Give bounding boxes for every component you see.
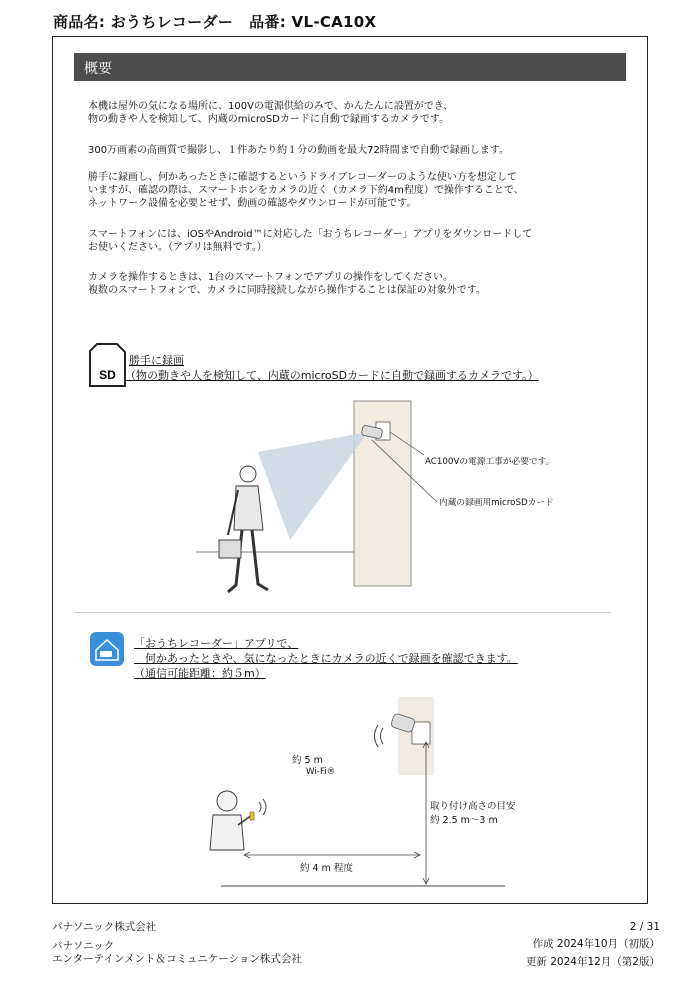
- section-title: 概要: [84, 61, 112, 77]
- sd-card-icon: [90, 344, 125, 386]
- paragraph-line: ネットワーク設備を必要とせず、動画の確認やダウンロードが可能です。: [88, 198, 417, 209]
- wifi-signal-icon: [375, 725, 384, 747]
- updated-date: 更新 2024年12月（第2版）: [525, 956, 660, 968]
- footer-company2-line1: パナソニック: [52, 940, 115, 952]
- footer-company2-line2: エンターテインメント＆コミュニケーション株式会社: [52, 953, 302, 965]
- feature1-subtitle: （物の動きや人を検知して、内蔵のmicroSDカードに自動で録画するカメラです。）: [125, 369, 539, 382]
- height-label: 取り付け高さの目安: [430, 801, 516, 812]
- camera-beam: [258, 432, 368, 540]
- footer-company1: パナソニック株式会社: [52, 921, 157, 933]
- paragraph-line: カメラを操作するときは、1台のスマートフォンでアプリの操作をしてください。: [88, 272, 453, 283]
- feature1-title: 勝手に録画: [129, 354, 184, 367]
- paragraph-line: お使いください。（アプリは無料です。）: [88, 242, 267, 253]
- height-value: 約 2.5 m～3 m: [430, 815, 498, 826]
- divider: [74, 612, 611, 613]
- sd-icon-text: SD: [99, 368, 116, 382]
- horizontal-distance: 約 4 m 程度: [300, 863, 353, 874]
- feature2-title-line: 何かあったときや、気になったときにカメラの近くで録画を確認できます。: [134, 652, 518, 665]
- paragraph-line: スマートフォンには、iOSやAndroid™に対応した「おうちレコーダー」アプリをダウンロードして: [88, 229, 533, 240]
- feature2-title-line: 「おうちレコーダー」アプリで、: [134, 637, 299, 650]
- model-number: 品番: VL-CA10X: [249, 13, 377, 31]
- wifi-distance: 約 5 m: [292, 755, 323, 766]
- paragraph-line: 本機は屋外の気になる場所に、100Vの電源供給のみで、かんたんに設置ができ、: [88, 101, 454, 112]
- walking-man-illustration: [219, 466, 268, 592]
- paragraph-line: 物の動きや人を検知して、内蔵のmicroSDカードに自動で録画するカメラです。: [88, 114, 450, 125]
- product-name: 商品名: おうちレコーダー: [53, 13, 234, 31]
- feature2-title-line: （通信可能距離：約５m）: [134, 667, 266, 680]
- wifi-label: Wi-Fi®: [306, 767, 336, 777]
- paragraph-line: 300万画素の高画質で撮影し、１件あたり約１分の動画を最大72時間まで自動で録画します。: [88, 145, 510, 156]
- annotation-power: AC100Vの電源工事が必要です。: [425, 457, 555, 467]
- person-with-phone-illustration: [210, 791, 254, 850]
- wifi-signal-icon: [259, 799, 266, 815]
- app-icon: [90, 632, 124, 666]
- paragraph-line: 勝手に録画し、何かあったときに確認するというドライブレコーダーのような使い方を想定して: [88, 172, 517, 183]
- created-date: 作成 2024年10月（初版）: [532, 938, 660, 950]
- page-number: 2 / 31: [629, 921, 660, 933]
- annotation-sd: 内蔵の録画用microSDカード: [439, 498, 554, 508]
- paragraph-line: 複数のスマートフォンで、カメラに同時接続しながら操作することは保証の対象外です。: [88, 285, 486, 296]
- paragraph-line: いますが、確認の際は、スマートホンをカメラの近く（カメラ下約4m程度）で操作することで、: [88, 185, 524, 196]
